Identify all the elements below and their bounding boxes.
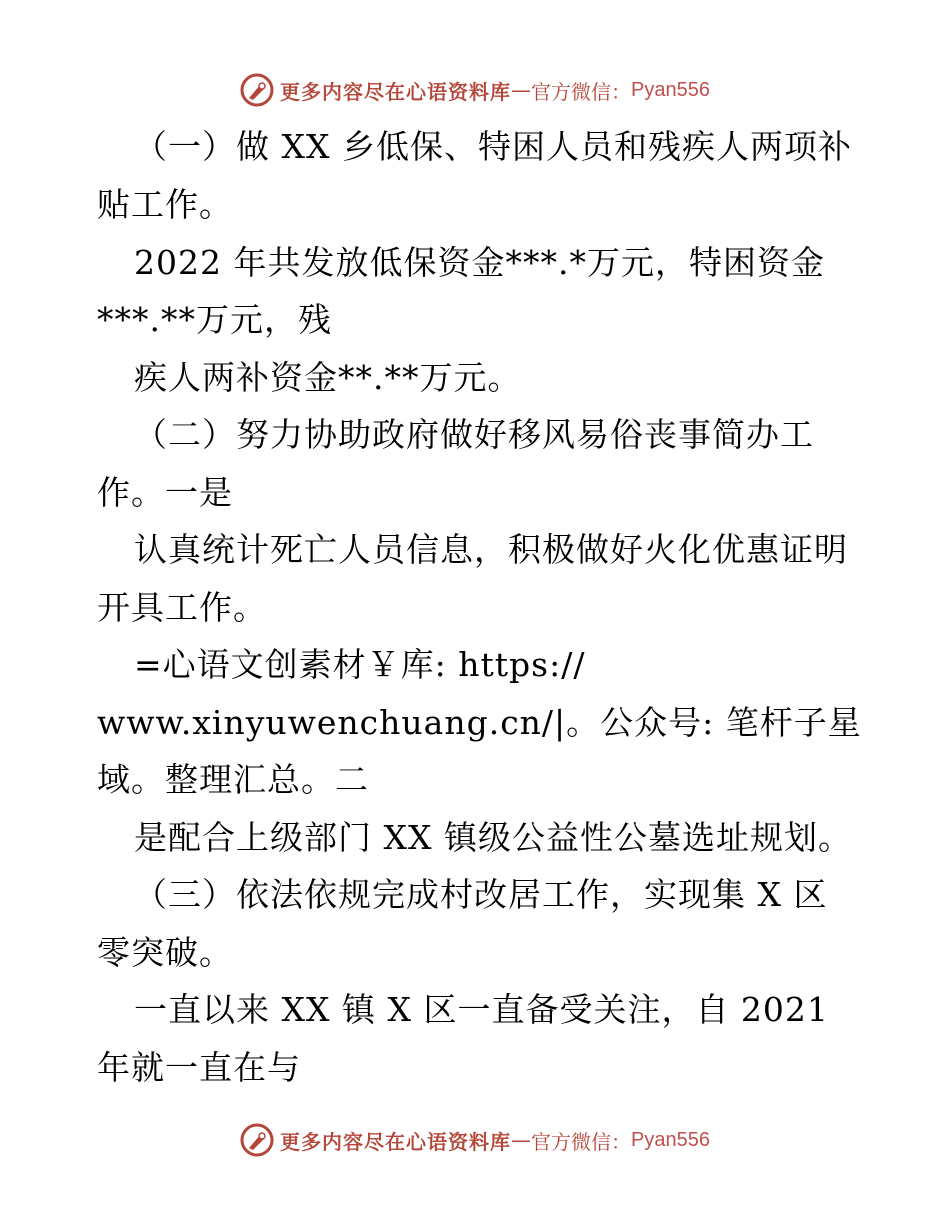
body-line: 零突破。 xyxy=(97,933,233,972)
body-line: 域。整理汇总。二 xyxy=(97,760,369,799)
body-line: （三）依法依规完成村改居工作，实现集 X 区 xyxy=(134,875,828,914)
body-line: 年就一直在与 xyxy=(97,1048,301,1087)
body-line: ***.**万元，残 xyxy=(97,300,332,339)
body-line: www.xinyuwenchuang.cn/|。公众号: 笔杆子星 xyxy=(97,703,862,742)
footer-brand-text: 更多内容尽在心语资料库 xyxy=(280,1129,512,1154)
body-line: 贴工作。 xyxy=(97,185,233,224)
header-brand-text: 更多内容尽在心语资料库 xyxy=(280,79,512,104)
body-line: 作。一是 xyxy=(97,473,233,512)
body-line: =心语文创素材￥库: https:// xyxy=(134,645,586,684)
body-line: 疾人两补资金**.**万元。 xyxy=(134,358,522,397)
footer-wechat-handle: Pyan556 xyxy=(631,1128,710,1151)
pen-nib-logo-icon xyxy=(240,1123,274,1157)
body-line: 认真统计死亡人员信息，积极做好火化优惠证明 xyxy=(134,530,848,569)
body-line: 开具工作。 xyxy=(97,588,267,627)
header-separator: — xyxy=(511,78,532,102)
body-line: 一直以来 XX 镇 X 区一直备受关注，自 2021 xyxy=(134,990,829,1029)
body-line: 是配合上级部门 XX 镇级公益性公墓选址规划。 xyxy=(134,818,852,857)
footer-wechat-label: 官方微信： xyxy=(531,1129,632,1154)
body-line: （二）努力协助政府做好移风易俗丧事简办工 xyxy=(134,415,814,454)
body-line: 2022 年共发放低保资金***.*万元，特困资金 xyxy=(134,243,825,282)
header-wechat-handle: Pyan556 xyxy=(631,78,710,101)
body-line: （一）做 XX 乡低保、特困人员和残疾人两项补 xyxy=(134,127,852,166)
footer-watermark-banner xyxy=(0,1120,950,1160)
footer-separator: — xyxy=(511,1128,532,1152)
header-wechat-label: 官方微信： xyxy=(531,79,632,104)
